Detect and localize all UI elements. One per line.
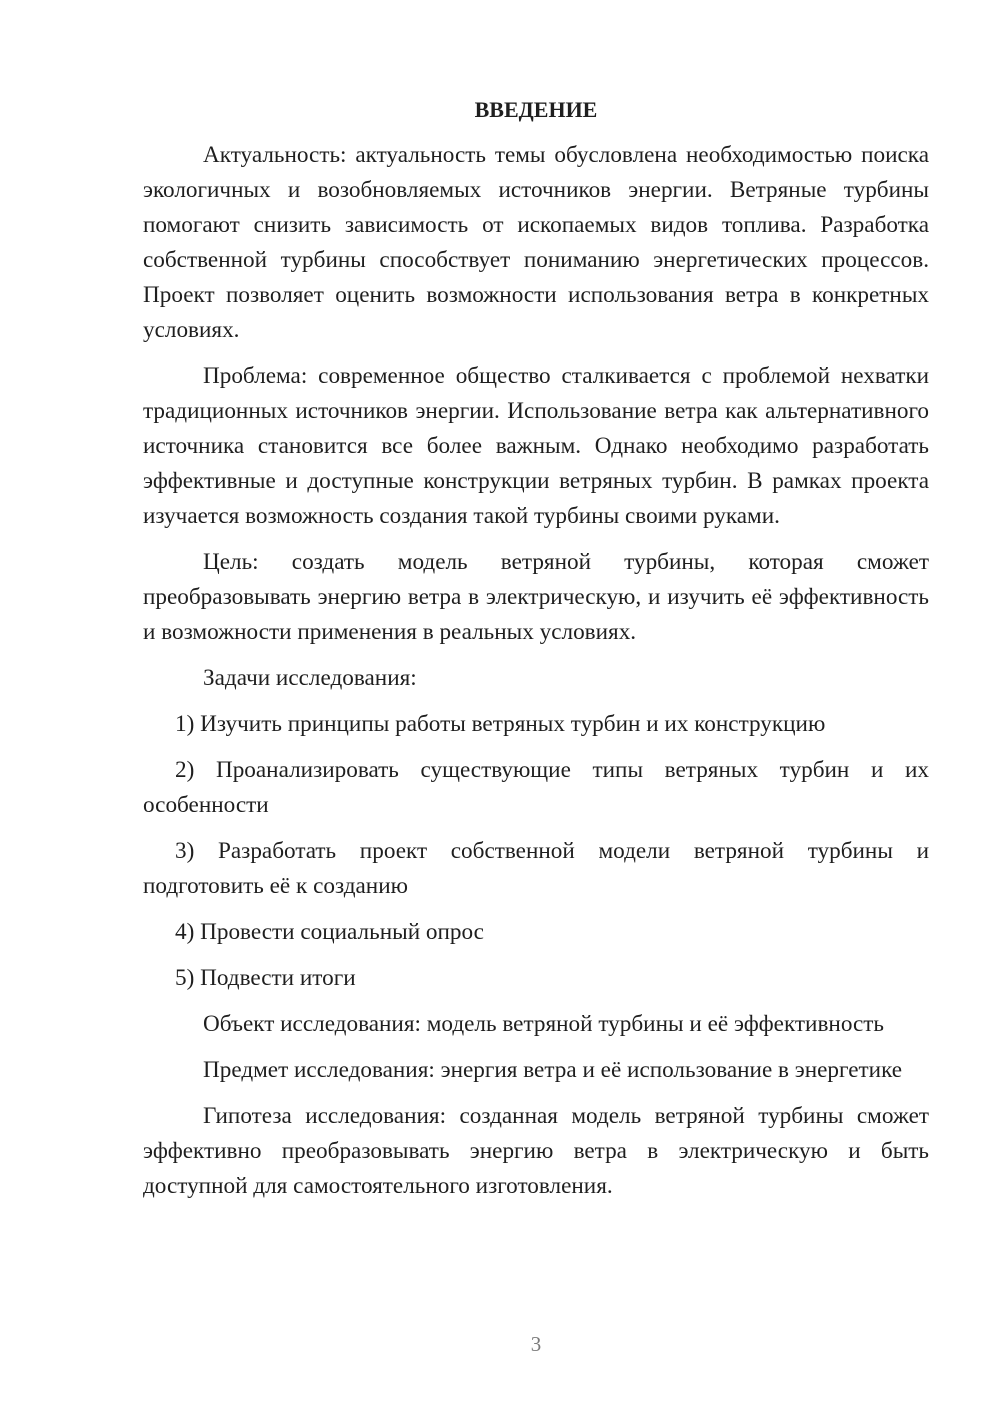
paragraph-relevance: Актуальность: актуальность темы обусловлена необходимостью поиска экологичных и возобновляемых источников энергии. Ветряные турбины помогают снизить зависимость от ископаемых видов топлива. Разработка собственной турбины способствует пониманию энергетических процессов. Проект позволяет оценить возможности использования ветра в конкретных условиях. <box>143 142 929 343</box>
task-item-3: 3) Разработать проект собственной модели ветряной турбины и подготовить её к созданию <box>143 838 929 899</box>
tasks-title: Задачи исследования: <box>203 665 417 691</box>
paragraph-object: Объект исследования: модель ветряной турбины и её эффективность <box>203 1011 884 1037</box>
task-item-5: 5) Подвести итоги <box>175 965 356 991</box>
task-item-1: 1) Изучить принципы работы ветряных турбин и их конструкцию <box>175 711 826 737</box>
page-number: 3 <box>530 1332 542 1356</box>
section-heading: ВВЕДЕНИЕ <box>474 97 598 122</box>
paragraph-goal: Цель: создать модель ветряной турбины, которая сможет преобразовывать энергию ветра в электрическую, и изучить её эффективность и возможности применения в реальных условиях. <box>143 549 929 645</box>
paragraph-problem: Проблема: современное общество сталкивается с проблемой нехватки традиционных источников энергии. Использование ветра как альтернативного источника становится все более важным. Однако необходимо разработать эффективные и доступные конструкции ветряных турбин. В рамках проекта изучается возможность создания такой турбины своими руками. <box>143 363 929 529</box>
paragraph-hypothesis: Гипотеза исследования: созданная модель ветряной турбины сможет эффективно преобразовывать энергию ветра в электрическую и быть доступной для самостоятельного изготовления. <box>143 1103 929 1199</box>
page-content <box>143 92 929 1204</box>
paragraph-subject: Предмет исследования: энергия ветра и её использование в энергетике <box>203 1057 903 1083</box>
task-item-2: 2) Проанализировать существующие типы ветряных турбин и их особенности <box>143 757 929 818</box>
task-item-4: 4) Провести социальный опрос <box>175 919 484 945</box>
